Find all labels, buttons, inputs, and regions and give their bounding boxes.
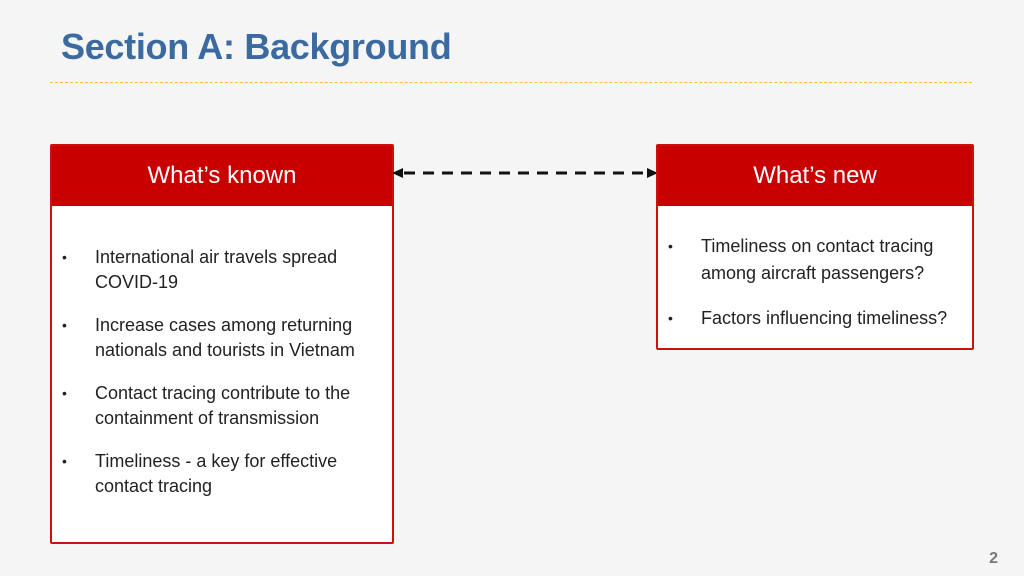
whats-new-header: What’s new bbox=[658, 146, 972, 206]
whats-new-card bbox=[656, 144, 974, 350]
bullet-icon: • bbox=[62, 317, 67, 333]
bullet-icon: • bbox=[668, 238, 673, 254]
whats-new-list bbox=[658, 206, 972, 332]
list-item-text: Timeliness on contact tracing among aircraft passengers? bbox=[701, 236, 934, 283]
list-item bbox=[668, 305, 960, 332]
whats-known-card bbox=[50, 144, 394, 544]
page-title: Section A: Background bbox=[61, 26, 452, 67]
arrow-left-icon bbox=[392, 168, 403, 178]
list-item bbox=[62, 449, 372, 499]
double-arrow-connector bbox=[392, 163, 658, 183]
title-divider bbox=[50, 82, 972, 83]
list-item bbox=[62, 313, 372, 363]
list-item bbox=[668, 233, 960, 287]
list-item bbox=[62, 245, 372, 295]
whats-known-header: What’s known bbox=[52, 146, 392, 206]
whats-known-list bbox=[52, 206, 392, 499]
page-number: 2 bbox=[989, 550, 998, 567]
list-item-text: International air travels spread COVID-19 bbox=[95, 247, 338, 292]
list-item-text: Increase cases among returning nationals and tourists in Vietnam bbox=[95, 315, 355, 360]
bullet-icon: • bbox=[668, 310, 673, 326]
bullet-icon: • bbox=[62, 385, 67, 401]
list-item bbox=[62, 381, 372, 431]
list-item-text: Timeliness - a key for effective contact tracing bbox=[95, 451, 338, 496]
bullet-icon: • bbox=[62, 249, 67, 265]
list-item-text: Contact tracing contribute to the containment of transmission bbox=[95, 383, 351, 428]
list-item-text: Factors influencing timeliness? bbox=[701, 308, 948, 328]
bullet-icon: • bbox=[62, 453, 67, 469]
